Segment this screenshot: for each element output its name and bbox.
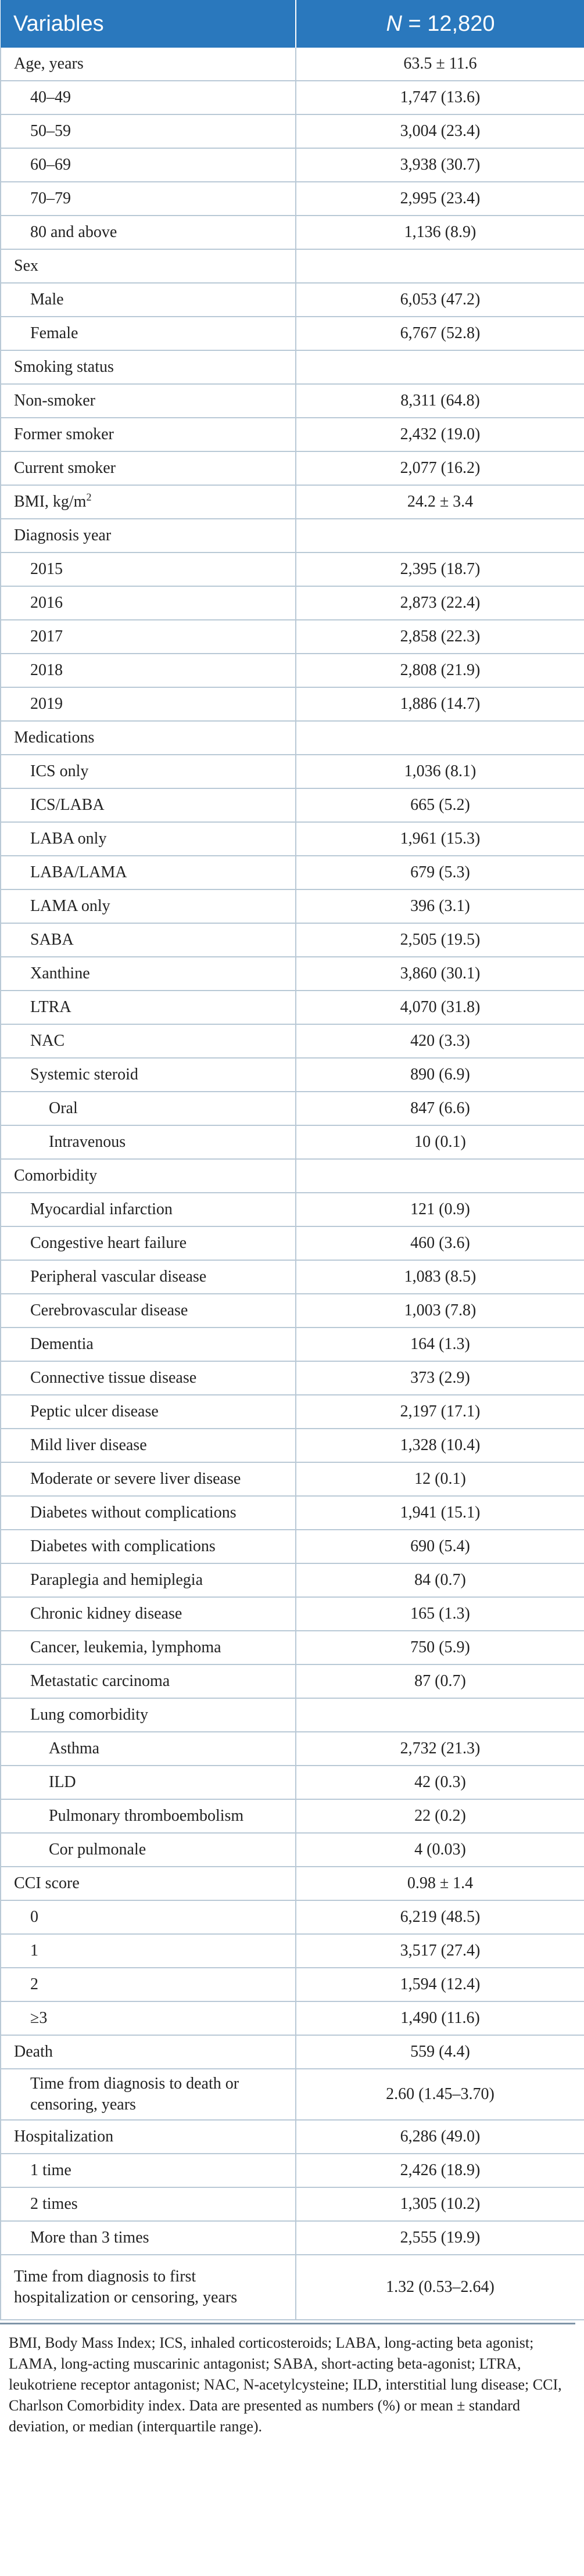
row-value <box>296 1698 584 1732</box>
table-row <box>1 1024 584 1058</box>
row-label-text: Metastatic carcinoma <box>30 1672 170 1690</box>
table-row <box>1 1429 584 1462</box>
row-label-text: More than 3 times <box>30 2229 149 2247</box>
table-row <box>1 1159 584 1193</box>
row-label-text: CCI score <box>14 1874 80 1892</box>
table-row <box>1 856 584 889</box>
table-row <box>1 1462 584 1496</box>
row-label-text: 0 <box>30 1908 38 1926</box>
table-row <box>1 957 584 991</box>
row-label <box>1 1361 296 1395</box>
table-row <box>1 1294 584 1328</box>
row-label-text: LTRA <box>30 998 71 1016</box>
table-row <box>1 283 584 317</box>
table-body <box>1 48 584 2320</box>
row-value: 1,594 (12.4) <box>296 1968 584 2001</box>
table-row <box>1 114 584 148</box>
row-label-text: ILD <box>49 1773 76 1791</box>
row-label <box>1 519 296 552</box>
table-row <box>1 620 584 654</box>
row-label-text: Diabetes without complications <box>30 1504 237 1522</box>
row-value: 1,961 (15.3) <box>296 822 584 856</box>
row-label-text: 2016 <box>30 594 63 612</box>
row-label <box>1 1159 296 1193</box>
row-value: 3,004 (23.4) <box>296 114 584 148</box>
row-label-text: Peptic ulcer disease <box>30 1402 159 1420</box>
row-label-text: Sex <box>14 257 38 275</box>
table-row <box>1 1833 584 1867</box>
table-row <box>1 48 584 81</box>
row-value: 22 (0.2) <box>296 1799 584 1833</box>
row-value: 1,941 (15.1) <box>296 1496 584 1530</box>
row-label <box>1 2120 296 2154</box>
row-label-text: BMI, kg/m <box>14 493 87 511</box>
row-label <box>1 552 296 586</box>
header-n-symbol: N <box>386 11 402 36</box>
row-label <box>1 1631 296 1664</box>
row-value: 750 (5.9) <box>296 1631 584 1664</box>
row-label-text: Female <box>30 324 78 342</box>
row-label <box>1 1496 296 1530</box>
row-value: 1,886 (14.7) <box>296 687 584 721</box>
row-label-text: 70–79 <box>30 189 71 207</box>
table-row <box>1 1631 584 1664</box>
row-value: 10 (0.1) <box>296 1125 584 1159</box>
row-label-text: 60–69 <box>30 156 71 174</box>
table-row <box>1 1934 584 1968</box>
row-value: 559 (4.4) <box>296 2035 584 2069</box>
row-label <box>1 2069 296 2120</box>
row-value: 1,083 (8.5) <box>296 1260 584 1294</box>
row-label-text: Cerebrovascular disease <box>30 1301 188 1319</box>
row-label-text: Cor pulmonale <box>49 1840 146 1859</box>
row-label-text: Time from diagnosis to death or censoring, years <box>30 2075 239 2114</box>
row-label <box>1 1968 296 2001</box>
row-label <box>1 485 296 519</box>
row-label-text: Non-smoker <box>14 392 95 410</box>
row-value: 4,070 (31.8) <box>296 991 584 1024</box>
row-label-text: Medications <box>14 729 95 747</box>
row-label-text: Asthma <box>49 1739 100 1757</box>
row-value: 63.5 ± 11.6 <box>296 48 584 81</box>
table-row <box>1 1664 584 1698</box>
row-value: 12 (0.1) <box>296 1462 584 1496</box>
row-label-text: 2015 <box>30 560 63 578</box>
row-value: 2,995 (23.4) <box>296 182 584 216</box>
row-label <box>1 350 296 384</box>
table-row <box>1 451 584 485</box>
table-row <box>1 384 584 418</box>
row-label <box>1 182 296 216</box>
table-row <box>1 687 584 721</box>
row-value: 4 (0.03) <box>296 1833 584 1867</box>
row-label-text: ICS/LABA <box>30 796 105 814</box>
row-value: 42 (0.3) <box>296 1766 584 1799</box>
row-value <box>296 519 584 552</box>
table-row <box>1 586 584 620</box>
row-value <box>296 721 584 755</box>
row-value: 2,077 (16.2) <box>296 451 584 485</box>
table-row <box>1 2035 584 2069</box>
row-value <box>296 1159 584 1193</box>
row-value: 6,053 (47.2) <box>296 283 584 317</box>
table-footnote <box>0 2323 575 2437</box>
row-label-text: Connective tissue disease <box>30 1369 197 1387</box>
row-value: 1,490 (11.6) <box>296 2001 584 2035</box>
row-label <box>1 283 296 317</box>
row-value: 2,197 (17.1) <box>296 1395 584 1429</box>
table-row <box>1 1530 584 1563</box>
row-value: 0.98 ± 1.4 <box>296 1867 584 1900</box>
table-row <box>1 2069 584 2120</box>
table-row <box>1 788 584 822</box>
row-value: 6,219 (48.5) <box>296 1900 584 1934</box>
row-label <box>1 1732 296 1766</box>
table-row <box>1 2001 584 2035</box>
row-label <box>1 1260 296 1294</box>
row-value: 164 (1.3) <box>296 1328 584 1361</box>
row-label <box>1 822 296 856</box>
row-label-text: Current smoker <box>14 459 116 477</box>
table-row <box>1 1766 584 1799</box>
row-label-text: Age, years <box>14 55 84 73</box>
header-variables: Variables <box>1 0 296 48</box>
table-row <box>1 2154 584 2187</box>
row-label-text: 2017 <box>30 627 63 645</box>
row-value: 690 (5.4) <box>296 1530 584 1563</box>
table-row <box>1 1563 584 1597</box>
row-label-text: ≥3 <box>30 2009 48 2027</box>
row-label <box>1 81 296 114</box>
row-value: 6,286 (49.0) <box>296 2120 584 2154</box>
row-label-text: 2 <box>30 1975 38 1993</box>
row-value: 2,432 (19.0) <box>296 418 584 451</box>
table-row <box>1 889 584 923</box>
row-label <box>1 1664 296 1698</box>
row-label <box>1 2001 296 2035</box>
row-label <box>1 148 296 182</box>
row-value: 2.60 (1.45–3.70) <box>296 2069 584 2120</box>
row-label <box>1 2035 296 2069</box>
table-row <box>1 1092 584 1125</box>
row-label-text: Comorbidity <box>14 1167 98 1185</box>
row-label <box>1 1125 296 1159</box>
row-value: 121 (0.9) <box>296 1193 584 1226</box>
row-label <box>1 114 296 148</box>
table-row <box>1 2221 584 2255</box>
row-label-text: Dementia <box>30 1335 94 1353</box>
row-label <box>1 721 296 755</box>
row-value: 2,858 (22.3) <box>296 620 584 654</box>
row-value: 847 (6.6) <box>296 1092 584 1125</box>
table-row <box>1 1900 584 1934</box>
row-value: 8,311 (64.8) <box>296 384 584 418</box>
row-label-text: Hospitalization <box>14 2127 114 2146</box>
row-label <box>1 1867 296 1900</box>
row-label-text: Oral <box>49 1099 78 1117</box>
row-label-text: 2018 <box>30 661 63 679</box>
row-label-superscript: 2 <box>86 491 92 503</box>
row-label <box>1 2221 296 2255</box>
row-value: 165 (1.3) <box>296 1597 584 1631</box>
row-label-text: Systemic steroid <box>30 1065 138 1084</box>
table-row <box>1 485 584 519</box>
row-label-text: Paraplegia and hemiplegia <box>30 1571 203 1589</box>
row-label-text: 2 times <box>30 2195 78 2213</box>
row-label-text: NAC <box>30 1032 65 1050</box>
row-label-text: Intravenous <box>49 1133 126 1151</box>
row-label-text: Smoking status <box>14 358 114 376</box>
row-value: 1,036 (8.1) <box>296 755 584 788</box>
table-row <box>1 81 584 114</box>
row-value <box>296 350 584 384</box>
row-label <box>1 418 296 451</box>
row-value: 84 (0.7) <box>296 1563 584 1597</box>
row-label <box>1 1530 296 1563</box>
row-label <box>1 1058 296 1092</box>
row-label <box>1 1462 296 1496</box>
row-value: 1,328 (10.4) <box>296 1429 584 1462</box>
table-row <box>1 1799 584 1833</box>
row-value: 2,555 (19.9) <box>296 2221 584 2255</box>
row-value: 3,938 (30.7) <box>296 148 584 182</box>
table-row <box>1 991 584 1024</box>
row-label <box>1 1833 296 1867</box>
row-value: 420 (3.3) <box>296 1024 584 1058</box>
row-label-text: Moderate or severe liver disease <box>30 1470 241 1488</box>
row-label-text: LABA/LAMA <box>30 863 127 881</box>
row-label <box>1 586 296 620</box>
row-value: 2,732 (21.3) <box>296 1732 584 1766</box>
row-label-text: Xanthine <box>30 964 90 982</box>
row-value: 1,136 (8.9) <box>296 216 584 249</box>
row-label <box>1 451 296 485</box>
row-label <box>1 2154 296 2187</box>
row-label-text: 1 time <box>30 2161 71 2179</box>
table-row <box>1 654 584 687</box>
row-label-text: ICS only <box>30 762 89 780</box>
row-label <box>1 923 296 957</box>
row-label <box>1 1226 296 1260</box>
table-row <box>1 148 584 182</box>
row-label <box>1 1395 296 1429</box>
table-row <box>1 1193 584 1226</box>
row-label <box>1 1766 296 1799</box>
row-label <box>1 620 296 654</box>
table-row <box>1 2120 584 2154</box>
table-row <box>1 1968 584 2001</box>
row-label <box>1 216 296 249</box>
table-row <box>1 1226 584 1260</box>
row-label-text: 80 and above <box>30 223 117 241</box>
row-value: 1.32 (0.53–2.64) <box>296 2255 584 2320</box>
row-label <box>1 1193 296 1226</box>
row-label-text: Pulmonary thromboembolism <box>49 1807 244 1825</box>
row-label-text: Time from diagnosis to first hospitalization or censoring, years <box>14 2268 238 2306</box>
row-value: 679 (5.3) <box>296 856 584 889</box>
row-label-text: 50–59 <box>30 122 71 140</box>
row-label-text: Diabetes with complications <box>30 1537 216 1555</box>
row-label-text: Peripheral vascular disease <box>30 1268 207 1286</box>
table-row <box>1 1496 584 1530</box>
row-label <box>1 1563 296 1597</box>
row-label <box>1 384 296 418</box>
row-value: 2,808 (21.9) <box>296 654 584 687</box>
table-row <box>1 2187 584 2221</box>
table-row <box>1 418 584 451</box>
row-label <box>1 1429 296 1462</box>
row-value: 373 (2.9) <box>296 1361 584 1395</box>
table-row <box>1 822 584 856</box>
row-label <box>1 1799 296 1833</box>
table-row <box>1 552 584 586</box>
row-label <box>1 957 296 991</box>
table-row <box>1 1361 584 1395</box>
table-row <box>1 317 584 350</box>
row-label <box>1 2187 296 2221</box>
row-label-text: Male <box>30 290 64 308</box>
row-label-text: Myocardial infarction <box>30 1200 173 1218</box>
row-value: 24.2 ± 3.4 <box>296 485 584 519</box>
row-value: 87 (0.7) <box>296 1664 584 1698</box>
row-label <box>1 687 296 721</box>
row-label <box>1 249 296 283</box>
row-label-text: SABA <box>30 931 74 949</box>
row-label <box>1 2255 296 2320</box>
row-label <box>1 1024 296 1058</box>
row-label <box>1 788 296 822</box>
table-row <box>1 1597 584 1631</box>
row-value: 3,860 (30.1) <box>296 957 584 991</box>
table-row <box>1 249 584 283</box>
table-row <box>1 519 584 552</box>
row-value: 2,505 (19.5) <box>296 923 584 957</box>
row-label-text: LAMA only <box>30 897 110 915</box>
table-row <box>1 1395 584 1429</box>
table-row <box>1 1328 584 1361</box>
row-label <box>1 317 296 350</box>
row-value: 3,517 (27.4) <box>296 1934 584 1968</box>
table-row <box>1 1125 584 1159</box>
row-label <box>1 755 296 788</box>
row-label-text: LABA only <box>30 830 107 848</box>
row-label <box>1 1328 296 1361</box>
table-row <box>1 1698 584 1732</box>
row-label-text: 40–49 <box>30 88 71 106</box>
row-label-text: Former smoker <box>14 425 114 443</box>
table-row <box>1 182 584 216</box>
row-value: 2,426 (18.9) <box>296 2154 584 2187</box>
row-label-text: Diagnosis year <box>14 526 112 544</box>
row-label <box>1 856 296 889</box>
row-value: 1,305 (10.2) <box>296 2187 584 2221</box>
row-label-text: 1 <box>30 1942 38 1960</box>
table-row <box>1 1058 584 1092</box>
row-label-text: Cancer, leukemia, lymphoma <box>30 1638 221 1656</box>
row-value: 2,395 (18.7) <box>296 552 584 586</box>
footnote-text: BMI, Body Mass Index; ICS, inhaled corticosteroids; LABA, long-acting beta agonist; LAMA, long-acting muscarinic antagonist; SABA, short-acting beta-agonist; LTRA, leukotriene receptor antagonist; NAC, N-acetylcysteine; ILD, interstitial lung disease; CCI, Charlson Comorbidity index. Data are presented as numbers (%) or mean ± standard deviation, or median (interquartile range). <box>9 2334 562 2435</box>
row-value: 1,003 (7.8) <box>296 1294 584 1328</box>
row-label <box>1 654 296 687</box>
row-value: 2,873 (22.4) <box>296 586 584 620</box>
table-row <box>1 755 584 788</box>
row-value: 1,747 (13.6) <box>296 81 584 114</box>
table-row <box>1 1732 584 1766</box>
table-row <box>1 2255 584 2320</box>
row-value: 890 (6.9) <box>296 1058 584 1092</box>
row-value: 6,767 (52.8) <box>296 317 584 350</box>
row-label-text: Mild liver disease <box>30 1436 147 1454</box>
row-label <box>1 1294 296 1328</box>
row-label-text: Chronic kidney disease <box>30 1605 182 1623</box>
row-label <box>1 991 296 1024</box>
table-row <box>1 1260 584 1294</box>
table-header-row <box>1 0 584 48</box>
table-row <box>1 923 584 957</box>
row-label <box>1 1092 296 1125</box>
row-value <box>296 249 584 283</box>
row-label <box>1 1698 296 1732</box>
row-label-text: 2019 <box>30 695 63 713</box>
row-label <box>1 1900 296 1934</box>
table-row <box>1 1867 584 1900</box>
row-label <box>1 889 296 923</box>
row-label-text: Lung comorbidity <box>30 1706 148 1724</box>
table-row <box>1 350 584 384</box>
header-n-value: = 12,820 <box>402 11 495 36</box>
row-label-text: Congestive heart failure <box>30 1234 187 1252</box>
table-row <box>1 216 584 249</box>
row-label <box>1 48 296 81</box>
row-label-text: Death <box>14 2043 53 2061</box>
row-value: 665 (5.2) <box>296 788 584 822</box>
table-row <box>1 721 584 755</box>
row-value: 460 (3.6) <box>296 1226 584 1260</box>
header-sample-size <box>296 0 584 48</box>
row-value: 396 (3.1) <box>296 889 584 923</box>
row-label <box>1 1934 296 1968</box>
row-label <box>1 1597 296 1631</box>
